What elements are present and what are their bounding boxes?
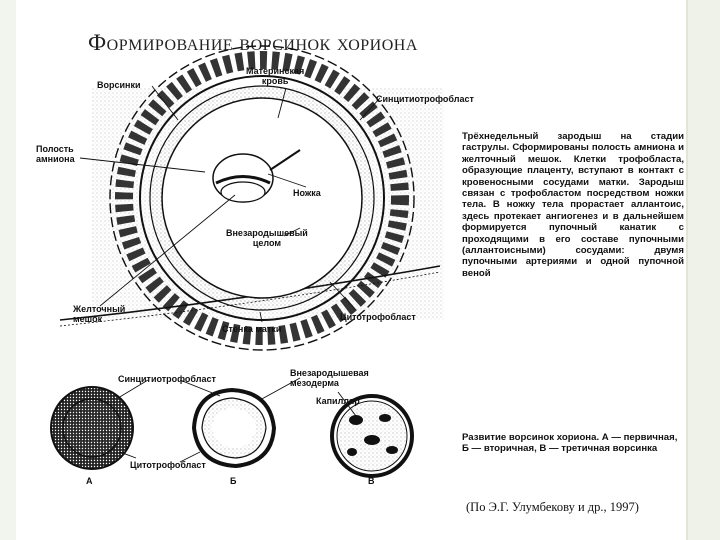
caption-main — [462, 131, 684, 279]
label-syncytiotrophoblast-top: Синцитиотрофобласт — [376, 94, 474, 104]
caption-main-body: Сформированы полость амниона и желточный мешок. Клетки трофобласта, образующие плаценту, вступают в контакт с кровеносными сосудами матки. Зародыш связан с трофобластом посредством ножки тела. В ножку тела прорастает аллантоис, здесь протекает ангиогенез и в дальнейшем формируется пупочный канатик с проходящими в его составе пупочными (аллантоисными) сосудами: двумя пупочными артериями и одной пупочной веной — [462, 142, 684, 279]
caption-villi-body: А — первичная, Б — вторичная, В — третичная ворсинка — [462, 432, 678, 455]
letter-b: Б — [230, 476, 237, 486]
letter-a: А — [86, 476, 93, 486]
caption-villi — [462, 432, 684, 455]
label-uterus-wall: Стенка матки — [222, 324, 282, 334]
label-exo-coelom: Внезародышевый целом — [226, 228, 308, 248]
label-yolk-sac: Желточный мешок — [73, 304, 126, 324]
label-capillary: Капилляр — [316, 396, 360, 406]
label-cytotrophoblast-bottom: Цитотрофобласт — [130, 460, 206, 470]
label-maternal-blood: Материнская кровь — [246, 66, 305, 86]
label-vorsinki: Ворсинки — [97, 80, 141, 90]
label-amnion-cavity: Полость амниона — [36, 144, 75, 164]
villus-a — [51, 387, 133, 469]
slide-title: Формирование ворсинок хориона — [88, 30, 418, 55]
label-cytotrophoblast-top: Цитотрофобласт — [340, 312, 416, 322]
letter-v: В — [368, 476, 375, 486]
label-exo-mesoderm: Внезародышевая мезодерма — [290, 368, 369, 388]
caption-villi-head: Развитие ворсинок хориона. — [462, 432, 600, 443]
caption-main-head: Трёхнедельный зародыш на стадии гаструлы. — [462, 131, 684, 154]
label-syncytiotrophoblast-bottom: Синцитиотрофобласт — [118, 374, 216, 384]
villus-b — [194, 390, 274, 466]
villus-v — [332, 396, 412, 476]
source-citation: (По Э.Г. Улумбекову и др., 1997) — [466, 500, 639, 514]
label-stalk: Ножка — [293, 188, 321, 198]
